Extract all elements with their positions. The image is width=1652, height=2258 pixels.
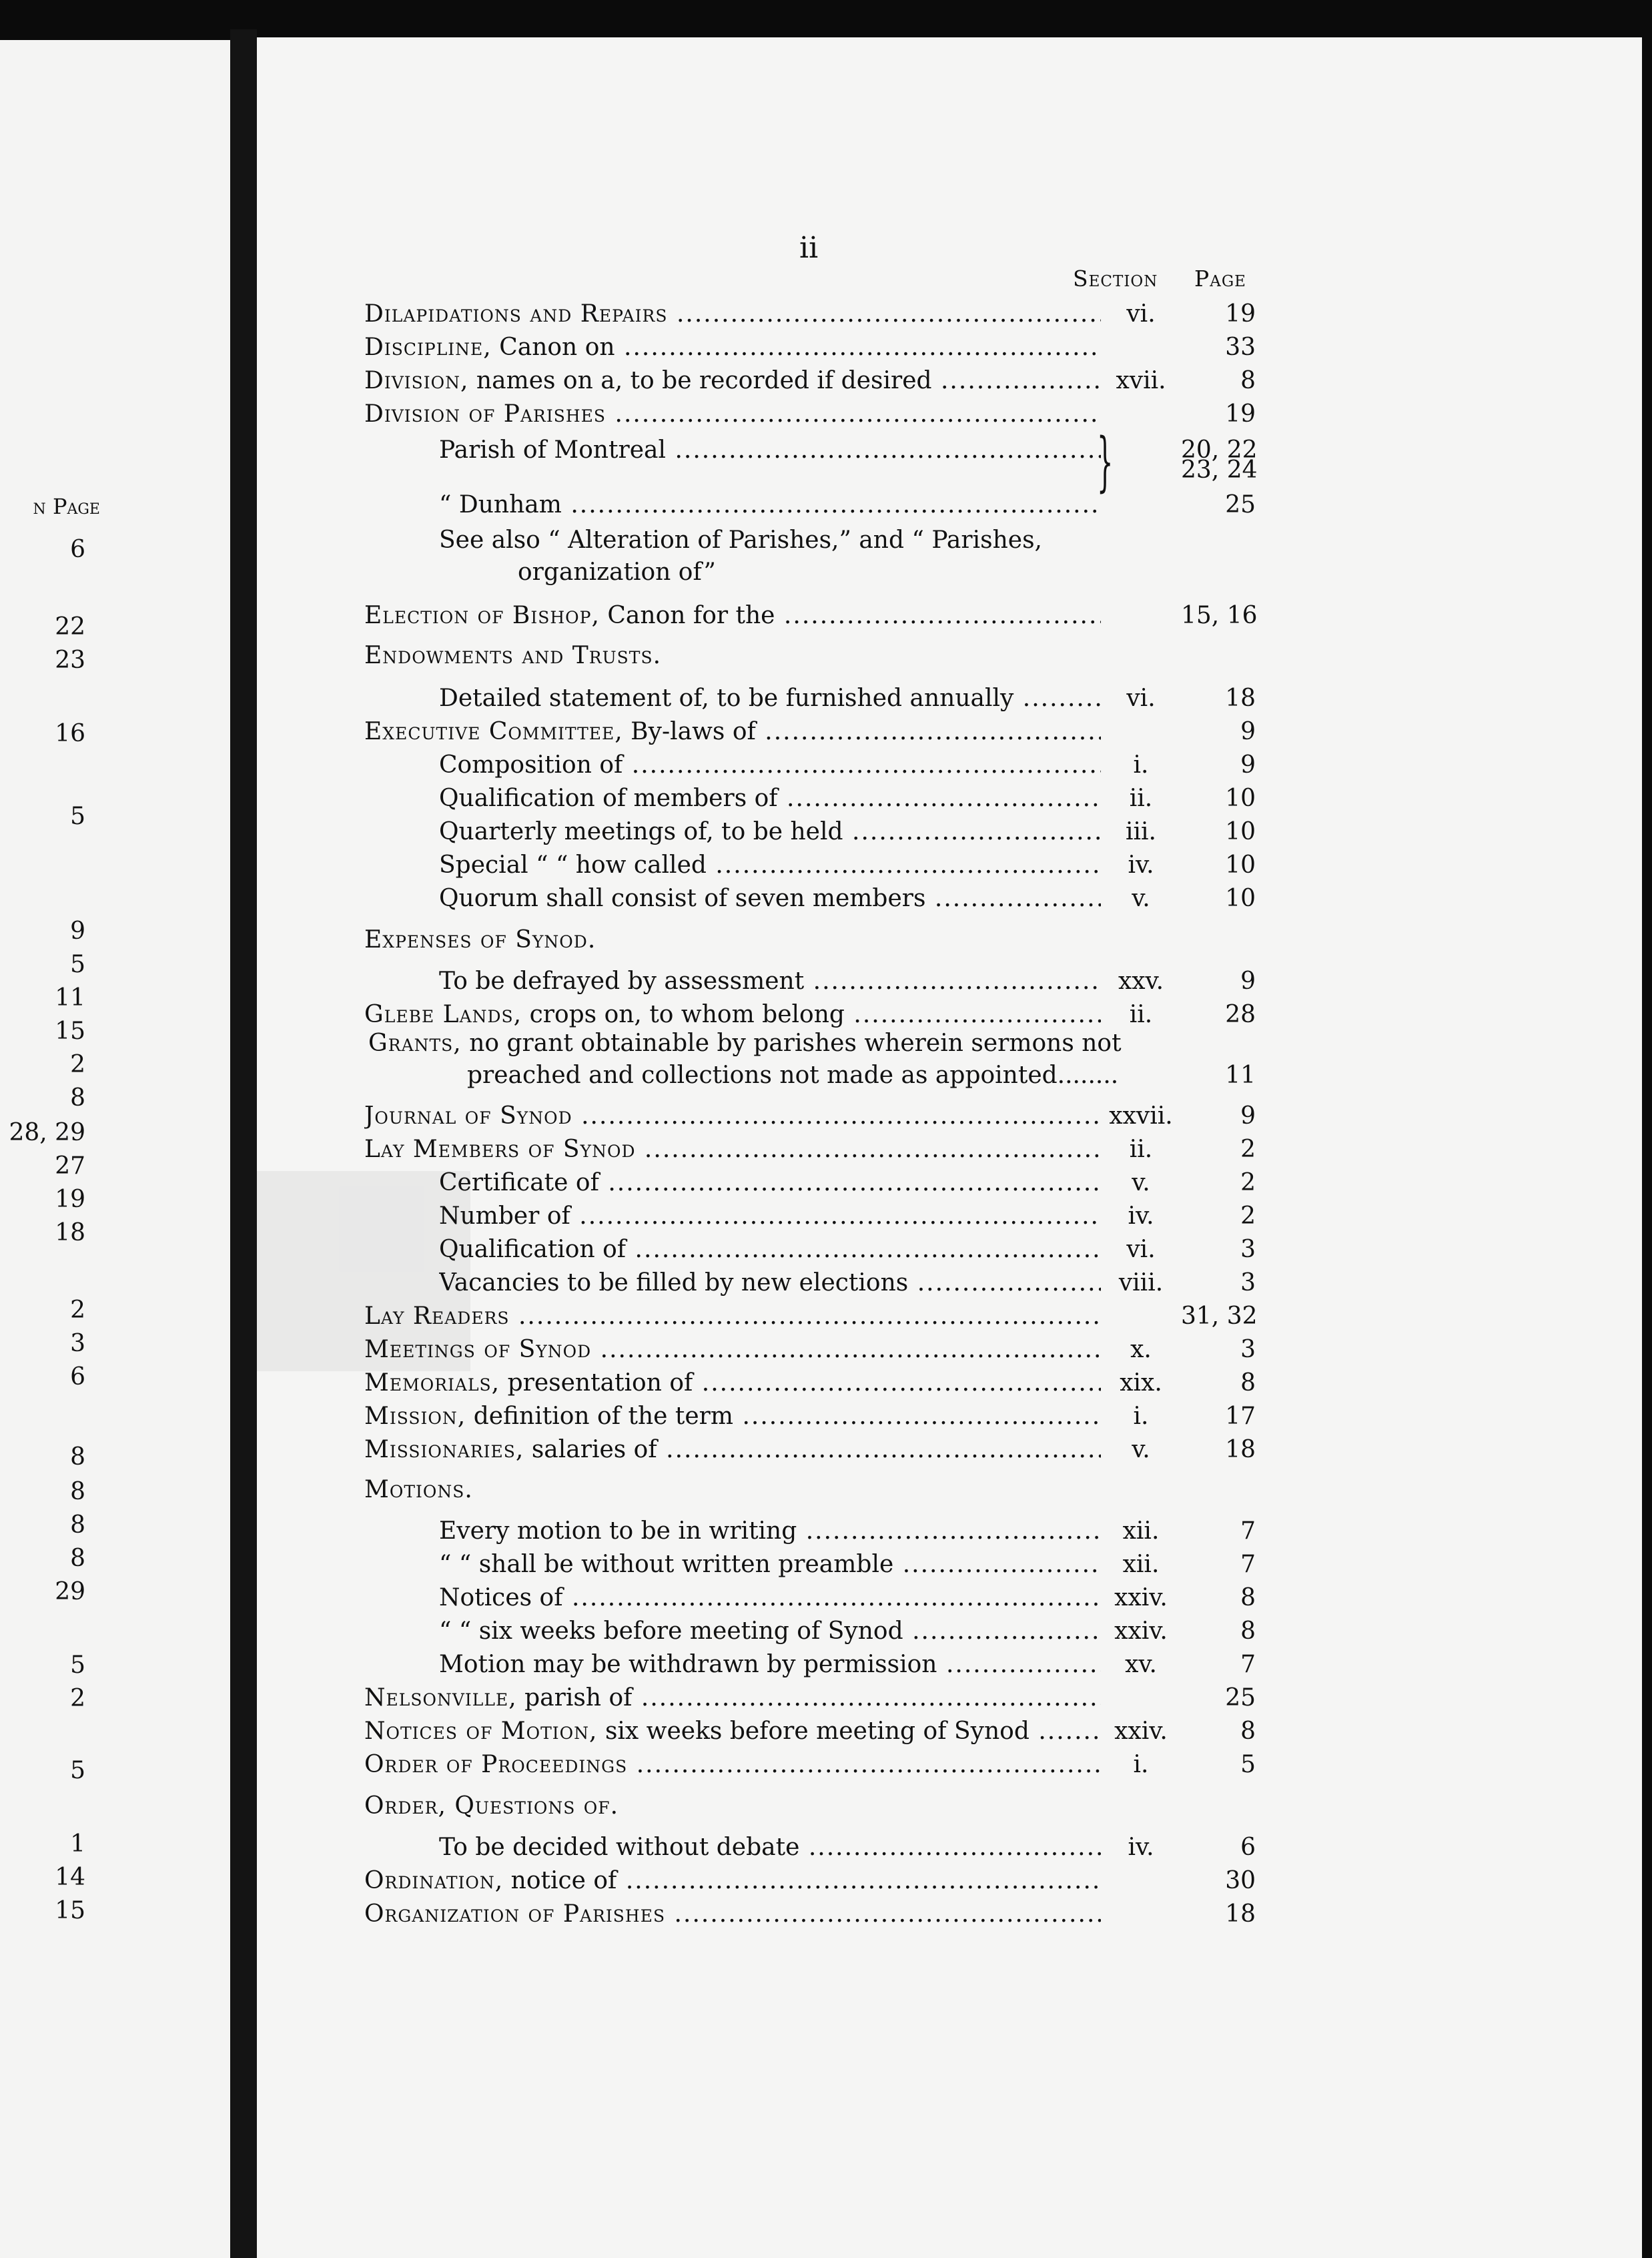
entry-page: 19 xyxy=(1225,400,1256,428)
page-column-header: Page xyxy=(1194,266,1246,292)
entry-section: v. xyxy=(1132,1169,1150,1196)
entry-text: Quorum shall consist of seven members xyxy=(439,885,926,912)
entry-text: Qualification of xyxy=(439,1236,627,1263)
entry-label xyxy=(364,366,1101,396)
entry-page: 8 xyxy=(1240,1584,1256,1611)
entry-section: vi. xyxy=(1126,300,1156,328)
index-entry xyxy=(0,1545,1652,1580)
index-entry xyxy=(0,883,1652,914)
entry-text: names on a, to be recorded if desired xyxy=(468,367,932,394)
entry-page: 9 xyxy=(1240,1102,1256,1130)
left-page-number: 5 xyxy=(70,1757,85,1784)
entry-page: 5 xyxy=(1240,1751,1256,1778)
entry-page: 9 xyxy=(1240,968,1256,995)
index-entry xyxy=(0,399,1652,430)
entry-section: ii. xyxy=(1129,785,1153,812)
index-entry xyxy=(0,783,1652,814)
brace-mark: } xyxy=(1097,424,1114,499)
index-entry xyxy=(0,1475,1652,1505)
entry-page: 7 xyxy=(1240,1517,1256,1545)
left-page-number: 6 xyxy=(70,536,85,563)
grants-line-1: no grant obtainable by parishes wherein sermons not xyxy=(461,1030,1122,1057)
entry-page: 28 xyxy=(1225,1001,1256,1028)
index-entry xyxy=(0,1683,1652,1714)
index-entry xyxy=(0,1649,1652,1680)
index-entry xyxy=(0,750,1652,781)
entry-label xyxy=(439,750,1101,781)
entry-text: To be defrayed by assessment xyxy=(439,968,805,995)
entry-text: Canon on xyxy=(491,334,615,361)
entry-text: “ Dunham xyxy=(439,491,562,518)
entry-heading: Dilapidations and Repairs xyxy=(364,300,668,328)
index-entry xyxy=(0,925,1652,956)
left-page-number: 3 xyxy=(70,1330,85,1357)
entry-page: 15, 16 xyxy=(1181,602,1258,629)
left-page-heading: n Page xyxy=(33,494,100,519)
entry-text: Detailed statement of, to be furnished annually xyxy=(439,685,1014,712)
left-page-number: 16 xyxy=(55,720,85,747)
entry-page: 7 xyxy=(1240,1651,1256,1678)
grants-lead: Grants, xyxy=(368,1030,462,1057)
left-page-number: 19 xyxy=(55,1186,85,1213)
entry-label xyxy=(439,683,1101,714)
entry-section: ii. xyxy=(1129,1001,1153,1028)
entry-label xyxy=(364,1475,1101,1505)
entry-label xyxy=(439,1832,1101,1863)
entry-heading: Meetings of Synod xyxy=(364,1336,592,1363)
index-entry xyxy=(0,1000,1652,1030)
index-entry xyxy=(0,1832,1652,1863)
entry-text: parish of xyxy=(516,1684,633,1712)
see-also-line-2: organization of” xyxy=(518,558,716,586)
entry-text: Motion may be withdrawn by permission xyxy=(439,1651,937,1678)
entry-page: 3 xyxy=(1240,1269,1256,1296)
entry-label xyxy=(364,299,1101,330)
index-entry xyxy=(0,1516,1652,1547)
entry-label xyxy=(364,399,1101,430)
entry-label xyxy=(439,783,1101,814)
entry-page: 8 xyxy=(1240,1369,1256,1397)
entry-label xyxy=(364,641,1101,671)
left-page-number: 14 xyxy=(55,1864,85,1891)
entry-page: 6 xyxy=(1240,1834,1256,1861)
entry-label xyxy=(439,1616,1101,1647)
entry-text: “ “ shall be without written preamble xyxy=(439,1551,894,1578)
entry-page: 10 xyxy=(1225,818,1256,845)
entry-label xyxy=(364,1791,1101,1822)
entry-label xyxy=(364,1134,1101,1165)
entry-label xyxy=(364,925,1101,956)
entry-text: Every motion to be in writing xyxy=(439,1517,797,1545)
entry-label xyxy=(439,817,1101,847)
entry-heading: Lay Members of Synod xyxy=(364,1136,636,1163)
index-entry xyxy=(0,1583,1652,1613)
entry-label xyxy=(364,1335,1101,1365)
entry-heading: Nelsonville, xyxy=(364,1684,517,1712)
entry-page: 8 xyxy=(1240,1617,1256,1645)
entry-page: 20, 22 xyxy=(1181,436,1258,464)
index-entry xyxy=(0,1301,1652,1332)
index-entry xyxy=(0,1234,1652,1265)
entry-text: Qualification of members of xyxy=(439,785,778,812)
entry-label xyxy=(364,1401,1101,1432)
entry-label xyxy=(439,1268,1101,1298)
index-entry xyxy=(0,1716,1652,1747)
entry-label xyxy=(439,1583,1101,1613)
entry-text: Parish of Montreal xyxy=(439,436,667,464)
entry-label xyxy=(364,1301,1101,1332)
left-page-number: 8 xyxy=(70,1478,85,1505)
entry-label xyxy=(364,1101,1101,1132)
entry-label xyxy=(364,1899,1101,1930)
index-entry xyxy=(0,1750,1652,1780)
entry-page: 30 xyxy=(1225,1867,1256,1894)
entry-label xyxy=(364,1000,1101,1030)
index-entry xyxy=(0,1201,1652,1232)
index-entry xyxy=(0,850,1652,881)
entry-page: 18 xyxy=(1225,1900,1256,1928)
left-page-number: 2 xyxy=(70,1051,85,1078)
index-entry xyxy=(0,1899,1652,1930)
entry-heading: Order, Questions of. xyxy=(364,1792,619,1820)
entry-page: 10 xyxy=(1225,785,1256,812)
entry-text: crops on, to whom belong xyxy=(522,1001,845,1028)
left-page-number: 1 xyxy=(70,1830,85,1858)
entry-section: ii. xyxy=(1129,1136,1153,1163)
entry-page: 2 xyxy=(1240,1136,1256,1163)
entry-label xyxy=(439,1168,1101,1198)
grants-page: 11 xyxy=(1225,1062,1256,1089)
left-page-number: 23 xyxy=(55,647,85,674)
index-entry xyxy=(0,641,1652,674)
entry-text: To be decided without debate xyxy=(439,1834,800,1861)
entry-page: 10 xyxy=(1225,885,1256,912)
entry-page: 9 xyxy=(1240,718,1256,745)
index-entry xyxy=(0,1791,1652,1822)
entry-section: i. xyxy=(1133,751,1149,779)
entry-label xyxy=(439,1201,1101,1232)
left-page-number: 22 xyxy=(55,613,85,641)
entry-section: v. xyxy=(1132,1436,1150,1463)
left-page-number: 2 xyxy=(70,1296,85,1324)
entry-label xyxy=(364,601,1101,631)
see-also-line-1: See also “ Alteration of Parishes,” and “ Parishes, xyxy=(439,526,1042,554)
index-entry xyxy=(0,717,1652,747)
entry-section: v. xyxy=(1132,885,1150,912)
entry-label xyxy=(439,490,1101,520)
entry-heading: Glebe Lands, xyxy=(364,1001,522,1028)
entry-heading: Endowments and Trusts. xyxy=(364,642,662,669)
entry-page: 18 xyxy=(1225,685,1256,712)
entry-section: xii. xyxy=(1122,1517,1160,1545)
entry-text: Quarterly meetings of, to be held xyxy=(439,818,843,845)
index-entry xyxy=(0,1101,1652,1132)
entry-section: i. xyxy=(1133,1403,1149,1430)
entry-section: xxvii. xyxy=(1109,1102,1173,1130)
entry-section: xxiv. xyxy=(1114,1718,1168,1745)
entry-heading: Organization of Parishes xyxy=(364,1900,666,1928)
left-page-number: 11 xyxy=(55,984,85,1012)
index-entry xyxy=(0,601,1652,631)
entry-label xyxy=(364,332,1101,363)
entry-section: viii. xyxy=(1118,1269,1164,1296)
entry-heading: Mission, xyxy=(364,1403,466,1430)
index-entry xyxy=(0,332,1652,363)
entry-label xyxy=(364,1716,1101,1747)
entry-label xyxy=(364,1866,1101,1896)
entry-heading: Journal of Synod xyxy=(364,1102,572,1130)
index-entry xyxy=(0,683,1652,714)
entry-label xyxy=(439,850,1101,881)
left-page-number: 8 xyxy=(70,1511,85,1539)
left-page-number: 2 xyxy=(70,1685,85,1712)
entry-text: Composition of xyxy=(439,751,623,779)
entry-section: xvii. xyxy=(1116,367,1166,394)
index-entry xyxy=(0,817,1652,847)
entry-page: 3 xyxy=(1240,1336,1256,1363)
left-page-number: 8 xyxy=(70,1443,85,1471)
left-page-number: 5 xyxy=(70,803,85,830)
entry-text: definition of the term xyxy=(466,1403,733,1430)
entry-heading: Division of Parishes xyxy=(364,400,606,428)
entry-page: 17 xyxy=(1225,1403,1256,1430)
left-page-number: 9 xyxy=(70,917,85,945)
entry-label xyxy=(364,717,1101,747)
left-page-number: 5 xyxy=(70,1651,85,1679)
entry-section: xxv. xyxy=(1118,968,1164,995)
index-entry xyxy=(0,1134,1652,1165)
entry-page: 7 xyxy=(1240,1551,1256,1578)
entry-text: Certificate of xyxy=(439,1169,599,1196)
entry-text: Number of xyxy=(439,1202,570,1230)
index-entry xyxy=(0,1335,1652,1365)
see-also-note xyxy=(439,524,1133,589)
entry-text: Vacancies to be filled by new elections xyxy=(439,1269,909,1296)
page-number: ii xyxy=(799,231,819,265)
entry-page: 31, 32 xyxy=(1181,1302,1258,1330)
entry-section: iv. xyxy=(1128,851,1154,879)
entry-section: xxiv. xyxy=(1114,1584,1168,1611)
entry-section: vi. xyxy=(1126,685,1156,712)
entry-page: 25 xyxy=(1225,1684,1256,1712)
entry-label xyxy=(439,883,1101,914)
entry-heading: Motions. xyxy=(364,1476,473,1503)
grants-entry xyxy=(368,1028,1256,1092)
entry-page: 23, 24 xyxy=(1181,456,1258,484)
left-page-number: 15 xyxy=(55,1897,85,1924)
entry-label xyxy=(439,966,1101,997)
index-entry xyxy=(0,1268,1652,1298)
entry-label xyxy=(364,1435,1101,1465)
left-page-number: 15 xyxy=(55,1018,85,1045)
entry-section: iv. xyxy=(1128,1202,1154,1230)
entry-section: iv. xyxy=(1128,1834,1154,1861)
index-entry xyxy=(0,366,1652,396)
entry-page: 19 xyxy=(1225,300,1256,328)
index-entry xyxy=(0,1368,1652,1399)
index-entry xyxy=(0,455,1652,486)
section-column-header: Section xyxy=(1073,266,1158,292)
entry-section: iii. xyxy=(1126,818,1156,845)
index-entry xyxy=(0,299,1652,330)
entry-page: 8 xyxy=(1240,1718,1256,1745)
index-entry xyxy=(0,1168,1652,1198)
left-page-number: 8 xyxy=(70,1084,85,1112)
entry-text: Canon for the xyxy=(599,602,775,629)
entry-heading: Discipline, xyxy=(364,334,492,361)
entry-heading: Election of Bishop, xyxy=(364,602,600,629)
index-entry xyxy=(0,1616,1652,1647)
entry-page: 2 xyxy=(1240,1169,1256,1196)
entry-text: “ “ six weeks before meeting of Synod xyxy=(439,1617,903,1645)
entry-label xyxy=(364,1368,1101,1399)
index-entry xyxy=(0,1401,1652,1432)
entry-page: 10 xyxy=(1225,851,1256,879)
entry-text: notice of xyxy=(503,1867,617,1894)
index-entry xyxy=(0,966,1652,997)
entry-heading: Division, xyxy=(364,367,469,394)
entry-page: 18 xyxy=(1225,1436,1256,1463)
left-page-number: 6 xyxy=(70,1363,85,1391)
entry-text: By-laws of xyxy=(623,718,756,745)
entry-heading: Lay Readers xyxy=(364,1302,510,1330)
left-page-number: 29 xyxy=(55,1578,85,1605)
left-page-number: 8 xyxy=(70,1545,85,1572)
entry-text: six weeks before meeting of Synod xyxy=(597,1718,1029,1745)
index-entry xyxy=(0,1866,1652,1896)
entry-label xyxy=(364,1750,1101,1780)
left-page-number: 5 xyxy=(70,951,85,978)
index-entry xyxy=(0,1435,1652,1465)
entry-label xyxy=(439,1234,1101,1265)
entry-heading: Ordination, xyxy=(364,1867,504,1894)
entry-section: xv. xyxy=(1125,1651,1157,1678)
entry-heading: Memorials, xyxy=(364,1369,500,1397)
entry-text: Special “ “ how called xyxy=(439,851,707,879)
entry-heading: Missionaries, xyxy=(364,1436,524,1463)
entry-page: 25 xyxy=(1225,491,1256,518)
entry-label xyxy=(364,1683,1101,1714)
entry-page: 9 xyxy=(1240,751,1256,779)
entry-label xyxy=(439,1516,1101,1547)
entry-page: 8 xyxy=(1240,367,1256,394)
entry-page: 2 xyxy=(1240,1202,1256,1230)
entry-section: vi. xyxy=(1126,1236,1156,1263)
entry-heading: Order of Proceedings xyxy=(364,1751,628,1778)
grants-line-2: preached and collections not made as appointed........ xyxy=(467,1062,1119,1089)
entry-section: xii. xyxy=(1122,1551,1160,1578)
left-page-number: 28, 29 xyxy=(9,1119,85,1146)
entry-page: 3 xyxy=(1240,1236,1256,1263)
entry-section: xix. xyxy=(1120,1369,1162,1397)
entry-heading: Notices of Motion, xyxy=(364,1718,598,1745)
entry-heading: Executive Committee, xyxy=(364,718,623,745)
entry-section: xxiv. xyxy=(1114,1617,1168,1645)
entry-page: 33 xyxy=(1225,334,1256,361)
left-page-number: 18 xyxy=(55,1219,85,1246)
index-entry xyxy=(0,490,1652,520)
entry-label xyxy=(439,1549,1101,1580)
entry-heading: Expenses of Synod. xyxy=(364,926,596,954)
left-page-number: 27 xyxy=(55,1152,85,1180)
entry-label xyxy=(439,1649,1101,1680)
entry-text: salaries of xyxy=(524,1436,657,1463)
entry-section: i. xyxy=(1133,1751,1149,1778)
entry-text: Notices of xyxy=(439,1584,563,1611)
entry-section: x. xyxy=(1130,1336,1152,1363)
entry-text: presentation of xyxy=(500,1369,693,1397)
